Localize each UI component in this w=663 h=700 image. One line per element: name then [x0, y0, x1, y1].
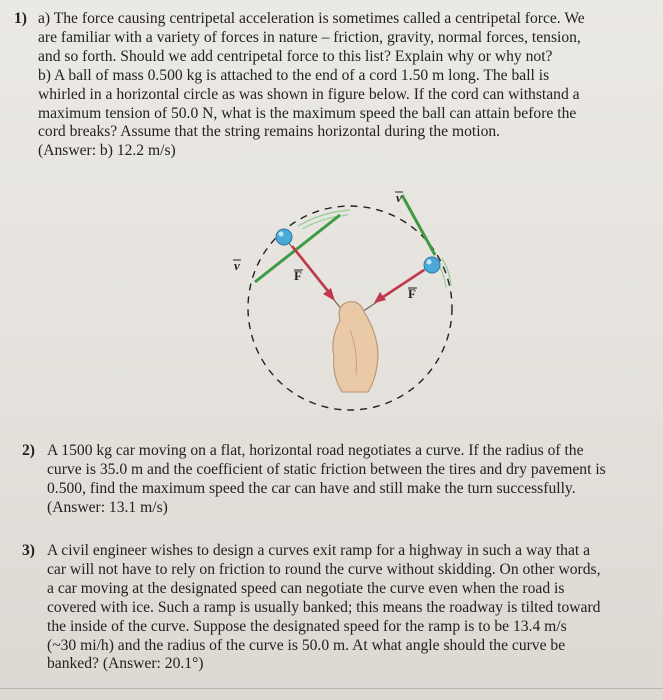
problem-1-line: a) The force causing centripetal acceleration is sometimes called a centripetal force. We: [38, 10, 585, 27]
circular-motion-figure: [210, 180, 480, 430]
problem-3-line: A civil engineer wishes to design a curves exit ramp for a highway in such a way that a: [47, 542, 591, 559]
force-arrow-right: [380, 270, 424, 299]
problem-3-answer: banked? (Answer: 20.1°): [47, 655, 204, 673]
problem-3-line: (~30 mi/h) and the radius of the curve is 50.0 m. At what angle should the curve be: [47, 636, 566, 654]
force-label-right: F: [408, 286, 416, 301]
problem-1-line: and so forth. Should we add centripetal force to this list? Explain why or why not?: [38, 47, 553, 65]
problem-1-line: whirled in a horizontal circle as was shown in figure below. If the cord can withstand a: [38, 85, 580, 103]
motion-streak: [298, 210, 350, 226]
problem-2-answer: (Answer: 13.1 m/s): [47, 498, 168, 516]
problem-1-line: maximum tension of 50.0 N, what is the maximum speed the ball can attain before the: [38, 104, 577, 122]
problem-1-answer: (Answer: b) 12.2 m/s): [38, 142, 176, 160]
problem-3-line: the inside of the curve. Suppose the designated speed for the ramp is to be 13.4 m/s: [47, 617, 567, 635]
hand-icon: [333, 302, 378, 392]
page-edge-divider: [0, 688, 663, 689]
force-label-left: F: [294, 268, 302, 283]
ball-highlight: [279, 232, 284, 237]
ball-left: [276, 229, 292, 245]
problem-1-line: cord breaks? Assume that the string remains horizontal during the motion.: [38, 123, 501, 141]
problem-2-line: curve is 35.0 m and the coefficient of static friction between the tires and dry pavement is: [47, 460, 606, 478]
velocity-label-right: v: [396, 190, 402, 205]
force-arrowhead-left: [323, 288, 335, 301]
problem-2-line: 0.500, find the maximum speed the car can have and still make the turn successfully.: [47, 479, 576, 497]
ball-highlight: [427, 260, 432, 265]
velocity-label-left: v: [234, 258, 240, 273]
problem-1-number: 1): [14, 10, 27, 27]
problem-2-text: [47, 442, 647, 518]
problem-1-text: [38, 10, 648, 161]
problem-1-line: b) A ball of mass 0.500 kg is attached to the end of a cord 1.50 m long. The ball is: [38, 66, 550, 84]
problem-3-line: a car moving at the designated speed can negotiate the curve even when the road is: [47, 579, 565, 597]
problem-3-line: car will not have to rely on friction to round the curve without skidding. On other words,: [47, 560, 601, 578]
problem-1-line: are familiar with a variety of forces in nature – friction, gravity, normal forces, tension,: [38, 28, 581, 46]
problem-3-line: covered with ice. Such a ramp is usually banked; this means the roadway is tilted toward: [47, 598, 601, 616]
ball-right: [424, 257, 440, 273]
problem-3-text: [47, 542, 647, 674]
motion-streak: [442, 258, 451, 286]
problem-3-number: 3): [22, 542, 35, 559]
velocity-line-right: [402, 195, 435, 255]
problem-2-number: 2): [22, 442, 35, 459]
problem-2-line: A 1500 kg car moving on a flat, horizontal road negotiates a curve. If the radius of the: [47, 442, 584, 459]
